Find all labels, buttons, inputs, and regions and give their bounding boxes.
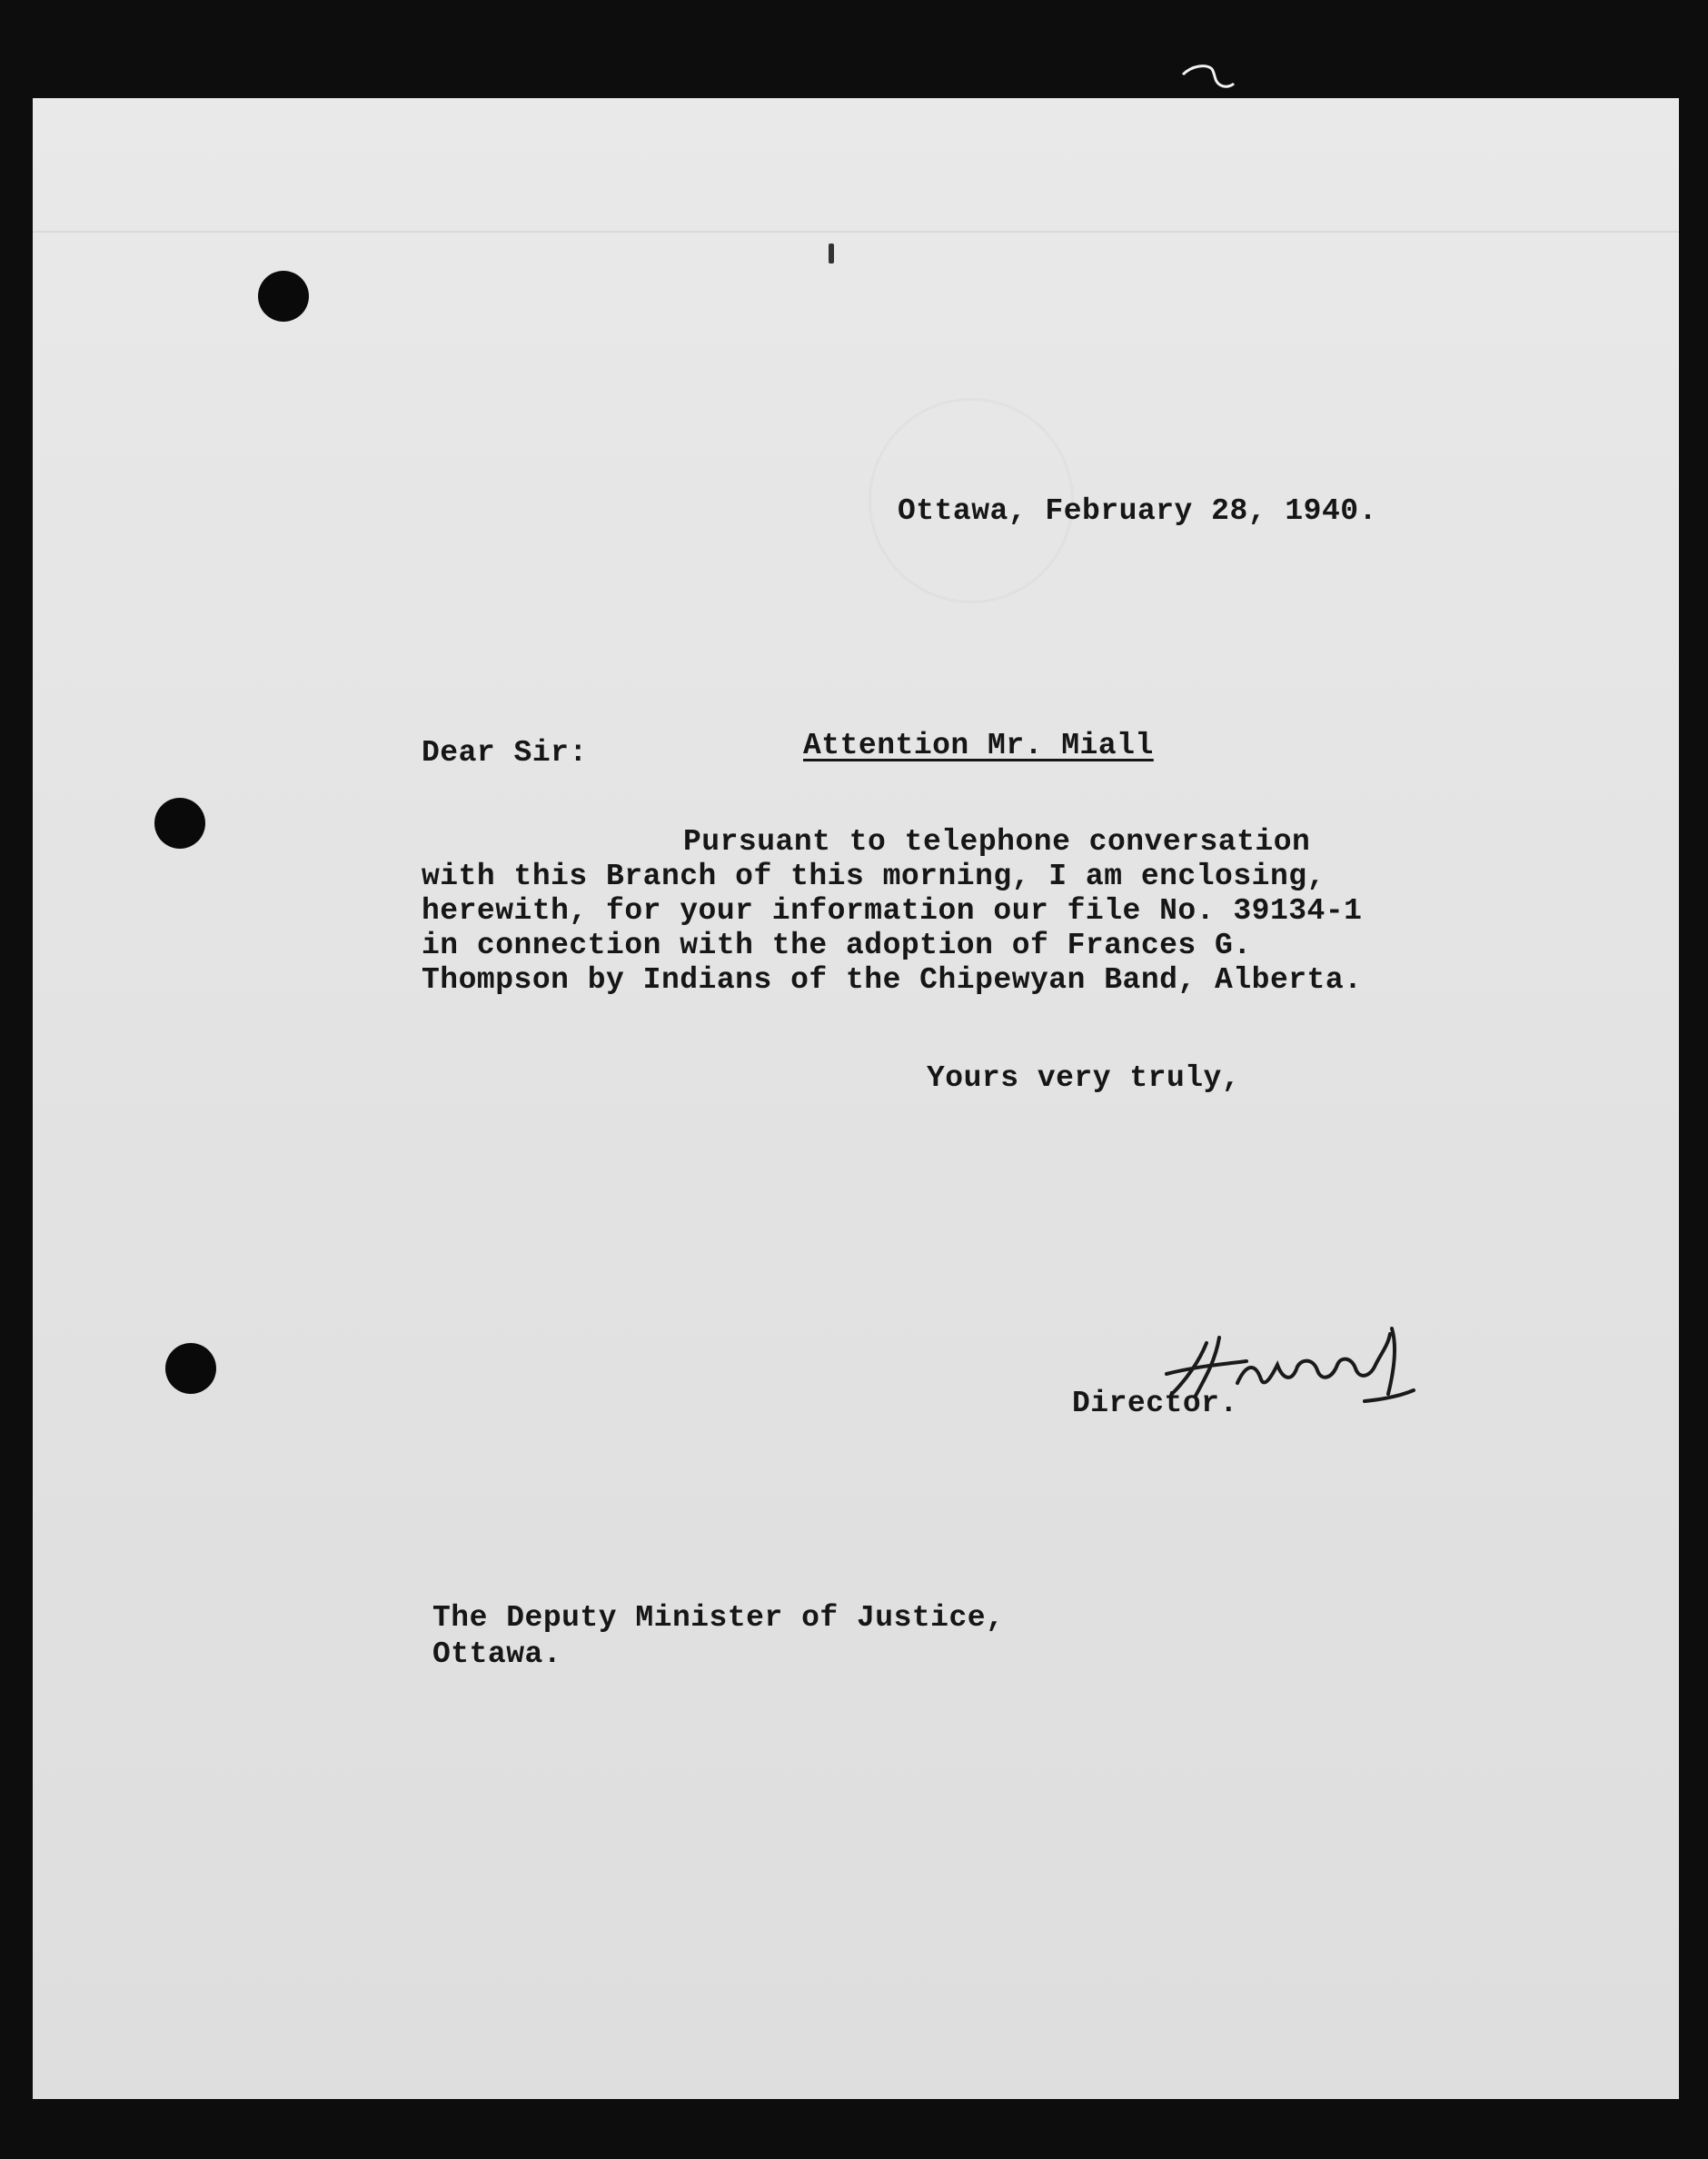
body-line: in connection with the adoption of Frances G. — [422, 929, 1252, 962]
salutation: Dear Sir: — [422, 736, 588, 770]
small-ink-mark — [829, 244, 834, 264]
body-line: Thompson by Indians of the Chipewyan Band, Alberta. — [422, 963, 1363, 997]
punch-hole-bottom — [165, 1343, 216, 1394]
body-line: with this Branch of this morning, I am enclosing, — [422, 860, 1326, 893]
letter-paper — [33, 98, 1679, 2099]
body-line: herewith, for your information our file No. 39134-1 — [422, 894, 1363, 928]
addressee-line: Ottawa. — [432, 1637, 562, 1671]
signature-title: Director. — [1072, 1387, 1238, 1420]
body-line: Pursuant to telephone conversation — [683, 825, 1311, 859]
dateline: Ottawa, February 28, 1940. — [898, 494, 1377, 528]
closing: Yours very truly, — [927, 1061, 1241, 1095]
paper-fold-line — [33, 231, 1679, 233]
punch-hole-top — [258, 271, 309, 322]
punch-hole-middle — [154, 798, 205, 849]
corner-tear-mark — [1181, 58, 1236, 95]
addressee-line: The Deputy Minister of Justice, — [432, 1601, 1005, 1635]
attention-line: Attention Mr. Miall — [803, 729, 1154, 762]
